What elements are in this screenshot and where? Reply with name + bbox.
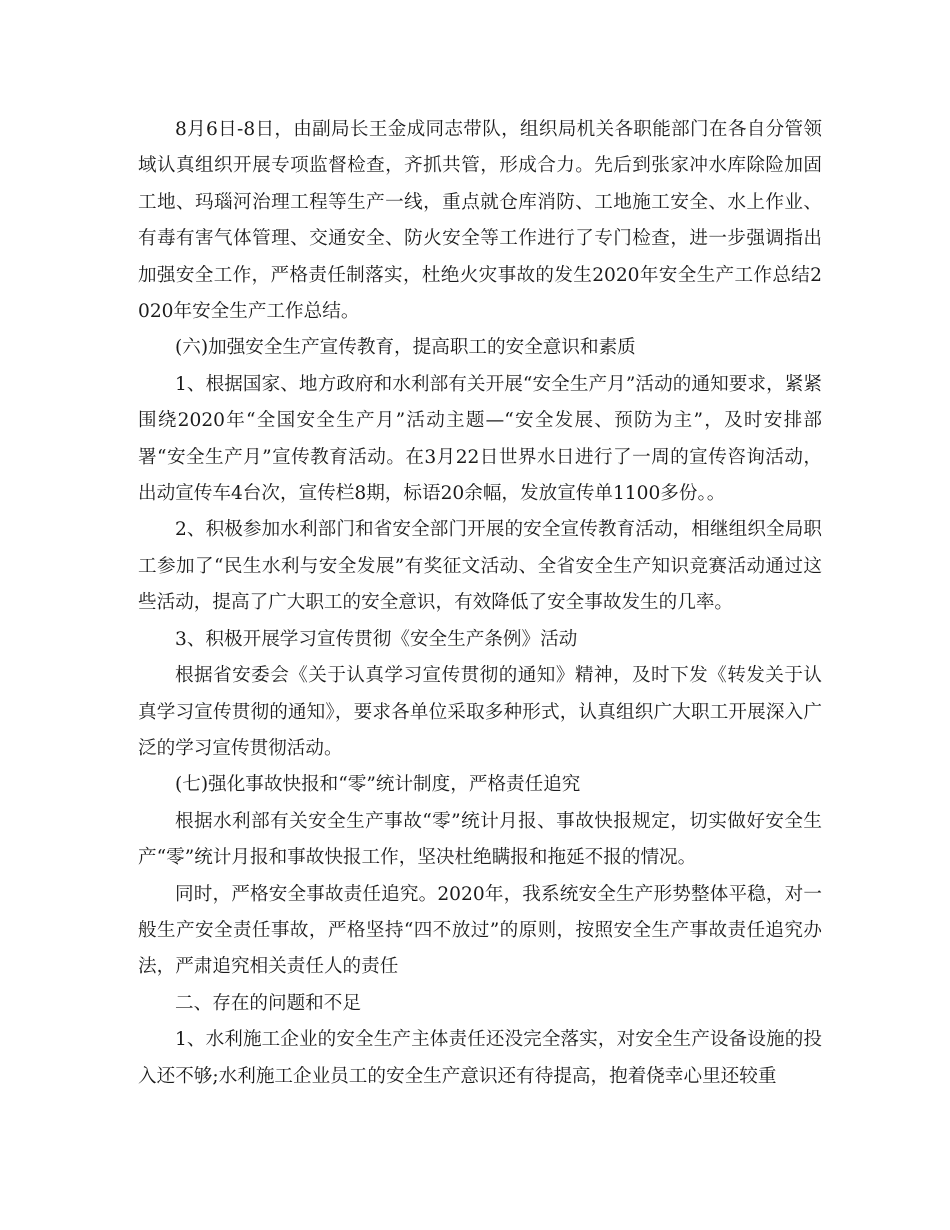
paragraph-safety-month: 1、根据国家、地方政府和水利部有关开展“安全生产月”活动的通知要求，紧紧围绕2020年“全国安全生产月”活动主题—“安全发展、预防为主”，及时安排部署“安全生产月”宣传教育活动。在3月22日世界水日进行了一周的宣传咨询活动，出动宣传车4台次，宣传栏8期，标语20余幅，发放宣传单1100多份。。 (138, 373, 822, 505)
paragraph-education-activities: 2、积极参加水利部门和省安全部门开展的安全宣传教育活动，相继组织全局职工参加了“民生水利与安全发展”有奖征文活动、全省安全生产知识竞赛活动通过这些活动，提高了广大职工的安全意识，有效降低了安全事故发生的几率。 (138, 519, 822, 614)
paragraph-accountability: 同时，严格安全事故责任追究。2020年，我系统安全生产形势整体平稳，对一般生产安全责任事故，严格坚持“四不放过”的原则，按照安全生产事故责任追究办法，严肃追究相关责任人的责任 (138, 883, 822, 978)
paragraph-regulation-study: 根据省安委会《关于认真学习宣传贯彻的通知》精神，及时下发《转发关于认真学习宣传贯彻的通知》，要求各单位采取多种形式，认真组织广大职工开展深入广泛的学习宣传贯彻活动。 (138, 665, 822, 759)
paragraph-zero-statistics: 根据水利部有关安全生产事故“零”统计月报、事故快报规定，切实做好安全生产“零”统计月报和事故快报工作，坚决杜绝瞒报和拖延不报的情况。 (138, 810, 822, 869)
heading-section-seven: (七)强化事故快报和“零”统计制度，严格责任追究 (175, 774, 581, 796)
paragraph-inspection: 8月6日-8日，由副局长王金成同志带队，组织局机关各职能部门在各自分管领域认真组织开展专项监督检查，齐抓共管，形成合力。先后到张家冲水库除险加固工地、玛瑙河治理工程等生产一线，重点就仓库消防、工地施工安全、水上作业、有毒有害气体管理、交通安全、防火安全等工作进行了专门检查，进一步强调指出加强安全工作，严格责任制落实，杜绝火灾事故的发生2020年安全生产工作总结2020年安全生产工作总结。 (138, 119, 822, 323)
heading-section-six: (六)加强安全生产宣传教育，提高职工的安全意识和素质 (175, 337, 636, 359)
heading-regulation-study: 3、积极开展学习宣传贯彻《安全生产条例》活动 (175, 628, 578, 650)
paragraph-problem-one: 1、水利施工企业的安全生产主体责任还没完全落实，对安全生产设备设施的投入还不够;水利施工企业员工的安全生产意识还有待提高，抱着侥幸心里还较重 (138, 1029, 822, 1087)
heading-problems: 二、存在的问题和不足 (175, 992, 361, 1014)
